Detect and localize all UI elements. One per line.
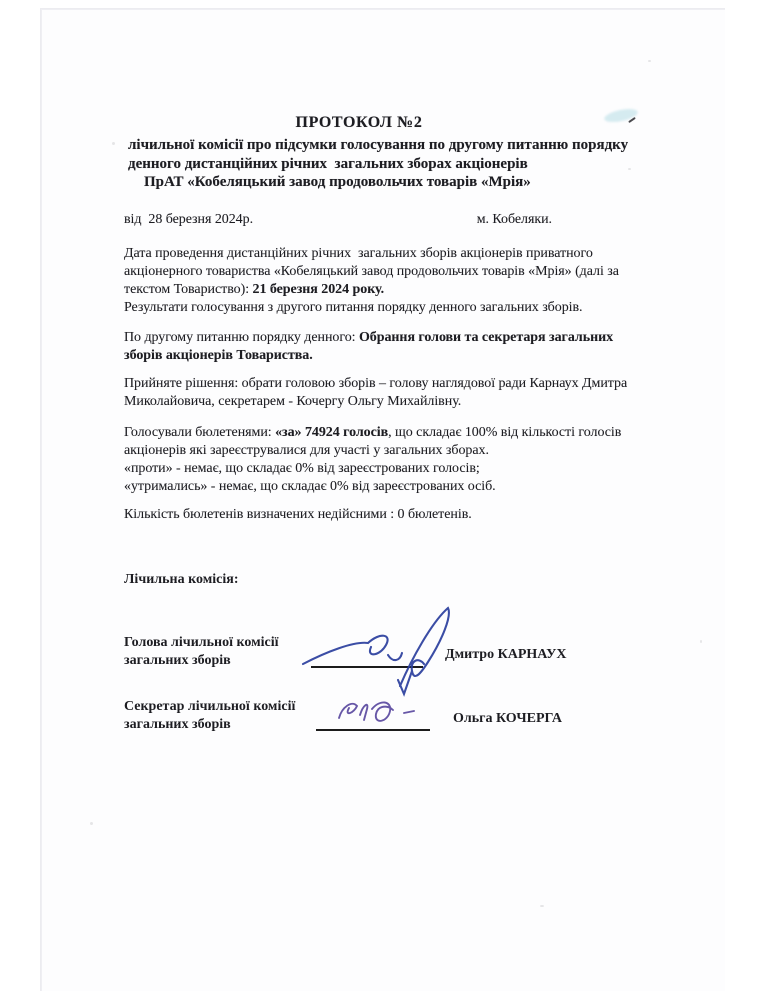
scan-speck [540,905,544,907]
document-place: м. Кобеляки. [476,212,552,227]
document-heading-line-3: ПрАТ «Кобеляцький завод продовольчих товарів «Мрія» [144,174,531,190]
signer-2-role-line-1: Секретар лічильної комісії [124,699,296,714]
document-heading-line-2: денного дистанційних річних загальних зборах акціонерів [128,156,528,172]
scan-speck [90,822,93,825]
document-heading-line-1: лічильної комісії про підсумки голосування по другому питанню порядку [128,137,629,153]
signer-2-role [124,698,295,734]
date-place-row [124,211,552,229]
paragraph-agenda-item: По другому питанню порядку денного: Обрання голови та секретаря загальних зборів акціонерів Товариства. [124,330,617,363]
paragraph-vote-results: Голосували бюлетенями: «за» 74924 голосів, що складає 100% від кількості голосів акціонерів які зареєструвалися для участі у загальних зборах. «проти» - немає, що складає 0% від зареєстрованих голосів; «утримались» - немає, що складає 0% від зареєстрованих осіб. [124,425,625,494]
signature-ink-kocherga [334,694,430,732]
signature-ink-karnaukh [300,604,468,700]
commission-heading: Лічильна комісія: [124,572,239,587]
scan-speck [112,142,115,145]
paragraph-invalid-ballots: Кількість бюлетенів визначених недійсними : 0 бюлетенів. [124,507,472,522]
signer-1-role-line-1: Голова лічильної комісії [124,635,279,650]
signer-1-name: Дмитро КАРНАУХ [445,647,567,662]
scan-speck [648,60,651,62]
paragraph-meeting-date: Дата проведення дистанційних річних загальних зборів акціонерів приватного акціонерного товариства «Кобеляцький завод продовольчих товарів «Мрія» (далі за текстом Товариство): 21 березня 2024 року. Результати голосування з другого питання порядку денного загальних зборів. [124,246,623,315]
document-date: від 28 березня 2024р. [124,212,254,227]
paragraph-decision: Прийняте рішення: обрати головою зборів – голову наглядової ради Карнаух Дмитра Миколайовича, секретарем - Кочергу Ольгу Михайлівну. [124,376,631,409]
scan-speck [700,640,702,643]
signer-2-role-line-2: загальних зборів [124,717,231,732]
scan-speck [628,168,631,170]
signer-1-role-line-2: загальних зборів [124,653,231,668]
signer-1-role [124,634,279,670]
signer-2-name: Ольга КОЧЕРГА [453,711,563,726]
document-title: ПРОТОКОЛ №2 [295,114,423,131]
